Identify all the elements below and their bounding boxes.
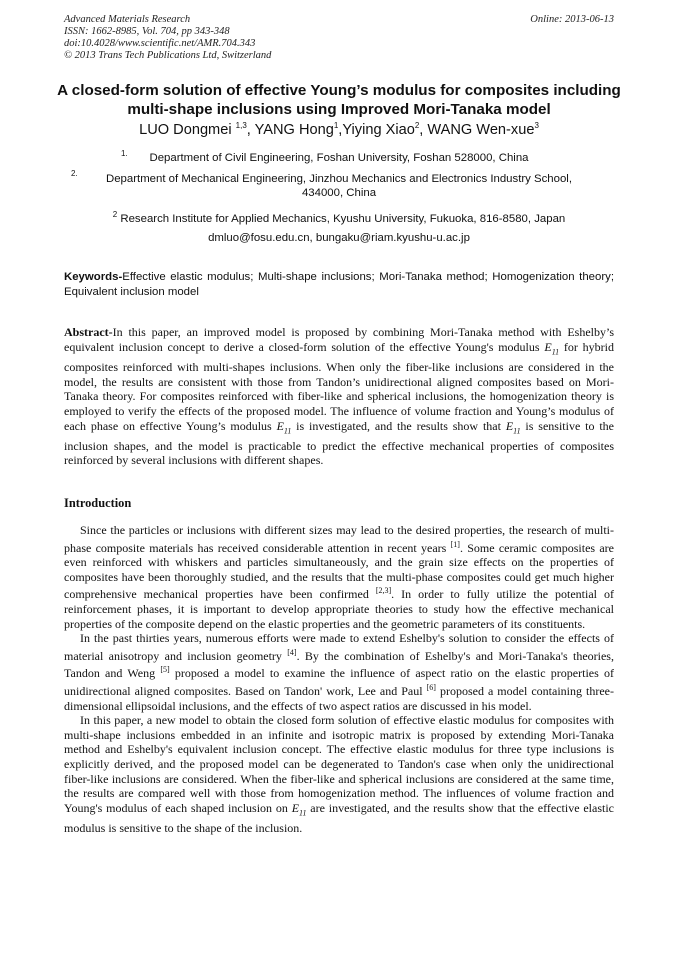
author-1: LUO Dongmei <box>139 121 236 138</box>
abstract <box>64 325 614 468</box>
section-heading-introduction: Introduction <box>64 496 132 510</box>
affiliation-3-text: Research Institute for Applied Mechanics, Kyushu University, Fukuoka, 816-8580, Japan <box>117 212 566 225</box>
paragraph: In the past thirties years, numerous efforts were made to extend Eshelby's solution to consider the effects of material anisotropy and inclusion geometry [4]. By the combination of Eshelby's and Mori-Tanaka's theories, Tandon and Weng [5] proposed a model to examine the influence of aspect ratio on the elastic properties of unidirectional aligned composites. Based on Tandon' work, Lee and Paul [6] proposed a model containing three-dimensional ellipsoidal inclusions, and the effects of two aspect ratios are discussed in his model. <box>64 631 614 713</box>
affiliation-1-marker: 1. <box>121 149 128 158</box>
paper-title: A closed-form solution of effective Young’s modulus for composites including multi-shape inclusions using Improved Mori-Tanaka model <box>57 82 621 118</box>
symbol-e11: $E_{11}$ <box>291 800 307 818</box>
author-4: , WANG Wen-xue <box>419 121 535 138</box>
introduction-body <box>64 523 614 835</box>
keywords <box>64 270 614 300</box>
doi-line: doi:10.4028/www.scientific.net/AMR.704.343 <box>64 38 256 49</box>
copyright-line: © 2013 Trans Tech Publications Ltd, Switzerland <box>64 50 272 61</box>
author-3: ,Yiying Xiao <box>338 121 415 138</box>
author-2: , YANG Hong <box>246 121 334 138</box>
citation: [4] <box>287 647 297 657</box>
citation: [1] <box>450 539 460 549</box>
online-date: Online: 2013-06-13 <box>530 14 614 25</box>
author-list <box>40 121 638 138</box>
issn-line: ISSN: 1662-8985, Vol. 704, pp 343-348 <box>64 26 230 37</box>
author-1-aff: 1,3 <box>235 121 247 130</box>
affiliation-2: Department of Mechanical Engineering, Jinzhou Mechanics and Electronics Industry School, 434000, China <box>106 173 572 199</box>
keywords-label: Keywords- <box>64 271 123 283</box>
symbol-e11: $E_{11}$ <box>505 418 521 435</box>
paragraph: In this paper, a new model to obtain the closed form solution of effective elastic modulus for composites with multi-shape inclusions embedded in an infinite and isotropic matrix is proposed by extending Mori-Tanaka method and Eshelby's equivalent inclusion concept. The effective elastic modulus for three type inclusions is explicitly derived, and the proposed model can be degenerated to Tandon's case when only the unidirectional fiber-like inclusions are considered. When the fiber-like and spherical inclusions are considered at the same time, the results are compared well with those from homogenization method. The influences of volume fraction and Young's modulus of each shaped inclusion on $E_{11}$ are investigated, and the results show that the effective elastic modulus is sensitive to the shape of the inclusion. <box>64 713 614 835</box>
author-4-aff: 3 <box>534 121 539 130</box>
symbol-e11: $E_{11}$ <box>544 339 560 357</box>
citation: [2,3] <box>375 586 392 596</box>
affiliation-3-marker: 2 <box>112 210 118 219</box>
abstract-text-2: for hybrid composites reinforced with multi-shapes inclusions. When only the fiber-like inclusions are considered in the model, the results are consistent with those from Tandon’s unidirectional aligned composites based on Mori-Tanaka theory. For composites reinforced with fiber-like and spherical inclusions, the homogenization theory is employed to verify the effects of the proposed model. The influence of volume fraction and Young’s modulus of each phase on effective Young’s modulus <box>64 339 614 433</box>
author-emails: dmluo@fosu.edu.cn, bungaku@riam.kyushu-u.ac.jp <box>208 232 470 244</box>
abstract-text-1: In this paper, an improved model is proposed by combining Mori-Tanaka method with Eshelby’s equivalent inclusion concept to derive a closed-form solution of the effective Young's modulus <box>64 325 614 354</box>
citation: [5] <box>160 665 170 675</box>
affiliation-3 <box>40 208 638 226</box>
citation: [6] <box>426 682 436 692</box>
author-2-aff: 1 <box>333 121 339 130</box>
symbol-e11: $E_{11}$ <box>276 418 292 435</box>
abstract-text-4: is sensitive to the inclusion shapes, and the model is practicable to predict the effective mechanical properties of composites reinforced by several inclusions with different shapes. <box>64 418 614 468</box>
affiliation-1: Department of Civil Engineering, Foshan University, Foshan 528000, China <box>149 152 529 164</box>
author-3-aff: 2 <box>414 121 420 130</box>
affiliation-2-marker: 2. <box>71 169 78 178</box>
paragraph: Since the particles or inclusions with different sizes may lead to the desired properties, the research of multi-phase composite materials has received considerable attention in recent years [1]. Some ceramic composites are even reinforced with whiskers and particles simultaneously, and the grain size effects on the properties of composites have been thoroughly studied, and the results that the multi-phase composites could get much higher comprehensive mechanical properties have been confirmed [2,3]. In order to fully utilize the potential of reinforcement phases, it is important to develop appropriate theories to study how the effective mechanical properties of the composite depend on the elastic properties and the geometric parameters of its constituents. <box>64 523 614 631</box>
abstract-text-3: is investigated, and the results show that <box>291 418 506 433</box>
keywords-text: Effective elastic modulus; Multi-shape inclusions; Mori-Tanaka method; Homogenization theory; Equivalent inclusion model <box>64 271 614 298</box>
abstract-label: Abstract- <box>64 325 113 339</box>
journal-name: Advanced Materials Research <box>64 14 191 25</box>
journal-header <box>64 14 271 62</box>
